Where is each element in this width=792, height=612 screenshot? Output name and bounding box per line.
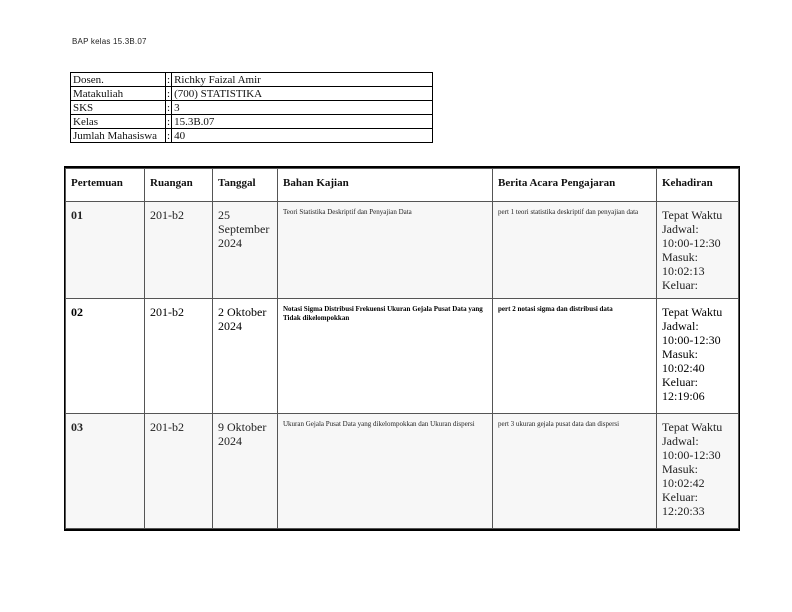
header-ruangan: Ruangan	[145, 169, 213, 202]
cell-pertemuan: 01	[66, 202, 145, 299]
attendance-status: Tepat Waktu	[662, 305, 723, 319]
cell-tanggal: 25 September 2024	[213, 202, 278, 299]
attendance-label: Keluar:	[662, 278, 698, 292]
info-label: Matakuliah	[71, 87, 166, 101]
info-row-dosen	[71, 73, 433, 87]
attendance-label: Jadwal:	[662, 222, 699, 236]
info-separator: :	[167, 115, 171, 128]
info-separator: :	[167, 101, 171, 114]
cell-bahan-kajian: Notasi Sigma Distribusi Frekuensi Ukuran Gejala Pusat Data yang Tidak dikelompokkan	[278, 299, 493, 414]
cell-kehadiran	[657, 414, 739, 529]
attendance-label: Jadwal:	[662, 434, 699, 448]
header-pertemuan: Pertemuan	[66, 169, 145, 202]
attendance-value: 10:00-12:30	[662, 448, 721, 462]
info-value: 40	[172, 129, 433, 143]
info-row-kelas	[71, 115, 433, 129]
info-value: (700) STATISTIKA	[172, 87, 433, 101]
header-berita-acara: Berita Acara Pengajaran	[493, 169, 657, 202]
cell-berita-acara: pert 3 ukuran gejala pusat data dan dispersi	[493, 414, 657, 529]
attendance-table	[65, 168, 739, 529]
attendance-status: Tepat Waktu	[662, 420, 723, 434]
header-bahan-kajian: Bahan Kajian	[278, 169, 493, 202]
attendance-label: Keluar:	[662, 490, 698, 504]
info-separator: :	[167, 73, 171, 86]
document-title: BAP kelas 15.3B.07	[72, 37, 147, 46]
cell-bahan-kajian: Teori Statistika Deskriptif dan Penyajian Data	[278, 202, 493, 299]
cell-pertemuan: 02	[66, 299, 145, 414]
attendance-value: 12:20:33	[662, 504, 705, 518]
info-label: Jumlah Mahasiswa	[71, 129, 166, 143]
attendance-table-frame	[64, 166, 740, 531]
info-label: Dosen.	[71, 73, 166, 87]
attendance-value: 10:02:13	[662, 264, 705, 278]
header-tanggal: Tanggal	[213, 169, 278, 202]
attendance-label: Masuk:	[662, 462, 698, 476]
cell-bahan-kajian: Ukuran Gejala Pusat Data yang dikelompokkan dan Ukuran dispersi	[278, 414, 493, 529]
table-row	[66, 414, 739, 529]
info-separator: :	[167, 129, 171, 142]
attendance-label: Jadwal:	[662, 319, 699, 333]
cell-berita-acara: pert 1 teori statistika deskriptif dan penyajian data	[493, 202, 657, 299]
attendance-value: 10:00-12:30	[662, 333, 721, 347]
table-row	[66, 202, 739, 299]
cell-ruangan: 201-b2	[145, 414, 213, 529]
cell-kehadiran	[657, 202, 739, 299]
course-info-table	[70, 72, 433, 143]
attendance-label: Masuk:	[662, 250, 698, 264]
cell-tanggal: 9 Oktober 2024	[213, 414, 278, 529]
cell-ruangan: 201-b2	[145, 202, 213, 299]
attendance-value: 10:00-12:30	[662, 236, 721, 250]
info-separator: :	[167, 87, 171, 100]
cell-kehadiran	[657, 299, 739, 414]
attendance-label: Keluar:	[662, 375, 698, 389]
cell-berita-acara: pert 2 notasi sigma dan distribusi data	[493, 299, 657, 414]
info-label: SKS	[71, 101, 166, 115]
info-value: Richky Faizal Amir	[172, 73, 433, 87]
attendance-value: 12:19:06	[662, 389, 705, 403]
cell-pertemuan: 03	[66, 414, 145, 529]
cell-ruangan: 201-b2	[145, 299, 213, 414]
header-kehadiran: Kehadiran	[657, 169, 739, 202]
attendance-label: Masuk:	[662, 347, 698, 361]
info-row-matakuliah	[71, 87, 433, 101]
attendance-status: Tepat Waktu	[662, 208, 723, 222]
info-value: 15.3B.07	[172, 115, 433, 129]
attendance-value: 10:02:42	[662, 476, 705, 490]
info-row-sks	[71, 101, 433, 115]
cell-tanggal: 2 Oktober 2024	[213, 299, 278, 414]
info-value: 3	[172, 101, 433, 115]
table-row	[66, 299, 739, 414]
info-row-jumlah-mahasiswa	[71, 129, 433, 143]
table-header-row	[66, 169, 739, 202]
attendance-value: 10:02:40	[662, 361, 705, 375]
info-label: Kelas	[71, 115, 166, 129]
